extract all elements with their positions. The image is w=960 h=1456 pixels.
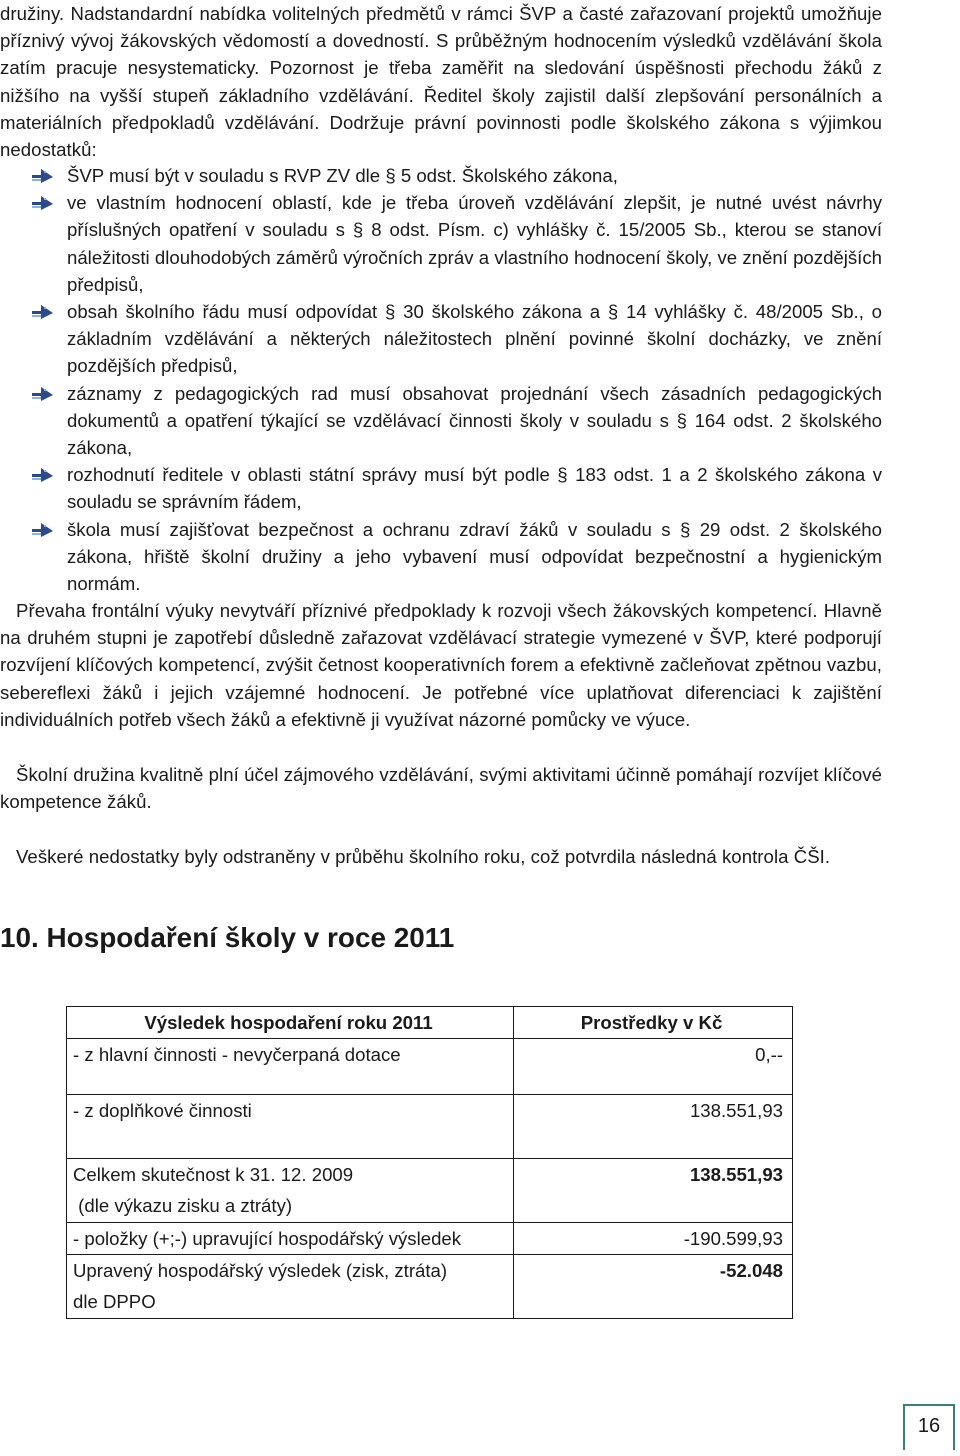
table-header-result: Výsledek hospodaření roku 2011: [67, 1007, 514, 1039]
table-row: [67, 1039, 793, 1095]
table-cell-label: [67, 1159, 514, 1223]
table-header-funds: Prostředky v Kč: [514, 1007, 793, 1039]
list-item: [0, 461, 882, 515]
arrow-bullet-icon: [32, 467, 54, 483]
list-item-text: škola musí zajišťovat bezpečnost a ochranu zdraví žáků v souladu s § 29 odst. 2 školského zákona, hřiště školní družiny a jeho vybavení musí odpovídat bezpečnostní a hygienickým normám.: [67, 518, 882, 595]
table-cell-label: - položky (+;-) upravující hospodářský výsledek: [67, 1223, 514, 1255]
table-cell-label: [67, 1255, 514, 1319]
table-row: [67, 1223, 793, 1255]
list-item: [0, 298, 882, 380]
arrow-bullet-icon: [32, 386, 54, 402]
list-item-text: obsah školního řádu musí odpovídat § 30 školského zákona a § 14 vyhlášky č. 48/2005 Sb., o základním vzdělávání a některých náležitostech plnění povinné školní docházky, ve znění pozdějších předpisů,: [67, 301, 882, 377]
list-item: [0, 189, 882, 298]
table-cell-label-line1: Upravený hospodářský výsledek (zisk, ztráta): [73, 1260, 448, 1281]
list-item: [0, 380, 882, 462]
intro-paragraph: družiny. Nadstandardní nabídka volitelných předmětů v rámci ŠVP a časté zařazovaní projektů umožňuje příznivý vývoj žákovských vědomostí a dovedností. S průběžným hodnocením výsledků vzdělávání škola zatím pracuje nesystematicky. Pozornost je třeba zaměřit na sledování úspěšnosti přechodu žáků z nižšího na vyšší stupeň základního vzdělávání. Ředitel školy zajistil další zlepšování personálních a materiálních předpokladů vzdělávání. Dodržuje právní povinnosti podle školského zákona s výjimkou nedostatků:: [0, 3, 882, 161]
list-item: [0, 162, 882, 189]
list-item-text: rozhodnutí ředitele v oblasti státní správy musí být podle § 183 odst. 1 a 2 školského zákona v souladu se správním řádem,: [67, 464, 882, 513]
list-item: [0, 516, 882, 598]
list-item-text: ŠVP musí být v souladu s RVP ZV dle § 5 odst. Školského zákona,: [67, 165, 618, 186]
table-cell-label: - z hlavní činnosti - nevyčerpaná dotace: [67, 1039, 514, 1095]
table-cell-value: -52.048: [514, 1255, 793, 1319]
page-number: 16: [917, 1415, 941, 1437]
table-cell-value: 138.551,93: [514, 1159, 793, 1223]
table-cell-label-line2: dle DPPO: [73, 1291, 156, 1312]
arrow-bullet-icon: [32, 168, 54, 184]
table-row: [67, 1095, 793, 1159]
table-header-row: [67, 1007, 793, 1039]
deficiencies-fixed-paragraph: Veškeré nedostatky byly odstraněny v průběhu školního roku, což potvrdila následná kontrola ČŠI.: [16, 846, 831, 867]
table-cell-value: 0,--: [514, 1039, 793, 1095]
table-cell-label-line1: Celkem skutečnost k 31. 12. 2009: [73, 1164, 354, 1185]
deficiency-list: [0, 162, 882, 597]
list-item-text: záznamy z pedagogických rad musí obsahovat projednání všech zásadních pedagogických dokumentů a opatření týkající se vzdělávací činnosti školy v souladu s § 164 odst. 2 školského zákona,: [67, 382, 882, 459]
section-heading: 10. Hospodaření školy v roce 2011: [0, 922, 455, 953]
table-cell-label: - z doplňkové činnosti: [67, 1095, 514, 1159]
frontal-teaching-paragraph: Převaha frontální výuky nevytváří příznivé předpoklady k rozvoji všech žákovských kompetencí. Hlavně na druhém stupni je zapotřebí důsledně zařazovat vzdělávací strategie vymezené v ŠVP, které podporují rozvíjení klíčových kompetencí, zvýšit četnost kooperativních forem a efektivně začleňovat zpětnou vazbu, sebereflexi žáků i jejich vzájemné hodnocení. Je potřebné více uplatňovat diferenciaci k zajištění individuálních potřeb všech žáků a efektivně ji využívat názorné pomůcky ve výuce.: [0, 600, 882, 730]
after-school-club-paragraph: Školní družina kvalitně plní účel zájmového vzdělávání, svými aktivitami účinně pomáhají rozvíjet klíčové kompetence žáků.: [0, 764, 882, 813]
table-cell-label-line2: (dle výkazu zisku a ztráty): [73, 1195, 293, 1216]
table-row: [67, 1159, 793, 1223]
economic-result-table: [66, 1006, 793, 1319]
table-row: [67, 1255, 793, 1319]
table-cell-value: -190.599,93: [514, 1223, 793, 1255]
arrow-bullet-icon: [32, 522, 54, 538]
table-cell-value: 138.551,93: [514, 1095, 793, 1159]
arrow-bullet-icon: [32, 195, 54, 211]
list-item-text: ve vlastním hodnocení oblastí, kde je třeba úroveň vzdělávání zlepšit, je nutné uvést návrhy příslušných opatření v souladu s § 8 odst. Písm. c) vyhlášky č. 15/2005 Sb., kterou se stanoví náležitosti dlouhodobých záměrů výročních zpráv a vlastního hodnocení školy, ve znění pozdějších předpisů,: [67, 192, 882, 295]
arrow-bullet-icon: [32, 304, 54, 320]
